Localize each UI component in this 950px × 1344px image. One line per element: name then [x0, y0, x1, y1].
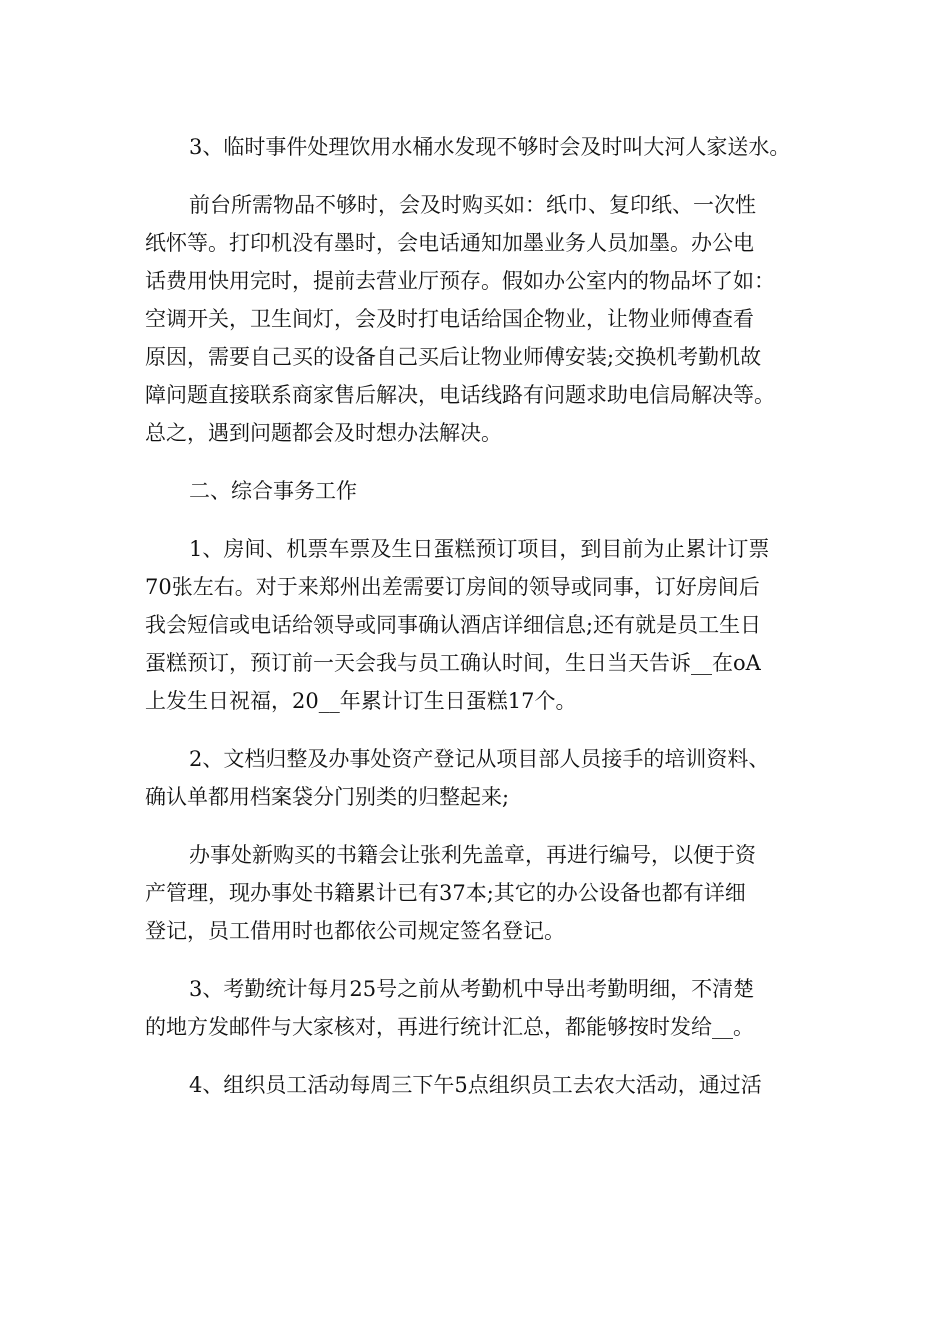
paragraph-line: 3、临时事件处理饮用水桶水发现不够时会及时叫大河人家送水。	[189, 135, 791, 159]
paragraph-line: 蛋糕预订，预订前一天会我与员工确认时间，生日当天告诉__在oA	[145, 651, 761, 675]
document-body	[145, 128, 835, 1104]
paragraph-line: 登记，员工借用时也都依公司规定签名登记。	[145, 919, 565, 943]
paragraph-line: 总之，遇到问题都会及时想办法解决。	[145, 421, 502, 445]
paragraph-line: 3、考勤统计每月25号之前从考勤机中导出考勤明细，不清楚	[189, 977, 755, 1001]
paragraph-line: 前台所需物品不够时，会及时购买如：纸巾、复印纸、一次性	[189, 193, 756, 217]
paragraph-line: 障问题直接联系商家售后解决，电话线路有问题求助电信局解决等。	[145, 383, 775, 407]
paragraph-line: 2、文档归整及办事处资产登记从项目部人员接手的培训资料、	[189, 747, 770, 771]
paragraph-line: 1、房间、机票车票及生日蛋糕预订项目，到目前为止累计订票	[189, 537, 770, 561]
paragraph-line: 空调开关，卫生间灯，会及时打电话给国企物业，让物业师傅查看	[145, 307, 754, 331]
paragraph-line: 上发生日祝福，20__年累计订生日蛋糕17个。	[145, 689, 577, 713]
section-heading: 二、综合事务工作	[189, 479, 357, 503]
paragraph-line: 话费用快用完时，提前去营业厅预存。假如办公室内的物品坏了如：	[145, 269, 775, 293]
paragraph-line: 我会短信或电话给领导或同事确认酒店详细信息;还有就是员工生日	[145, 613, 762, 637]
paragraph-line: 4、组织员工活动每周三下午5点组织员工去农大活动，通过活	[189, 1073, 762, 1097]
paragraph-line: 产管理，现办事处书籍累计已有37本;其它的办公设备也都有详细	[145, 881, 746, 905]
paragraph-line: 纸怀等。打印机没有墨时，会电话通知加墨业务人员加墨。办公电	[145, 231, 754, 255]
paragraph-line: 的地方发邮件与大家核对，再进行统计汇总，都能够按时发给__。	[145, 1015, 754, 1039]
paragraph-line: 办事处新购买的书籍会让张利先盖章，再进行编号，以便于资	[189, 843, 756, 867]
paragraph-line: 原因，需要自己买的设备自己买后让物业师傅安装;交换机考勤机故	[145, 345, 762, 369]
paragraph-line: 确认单都用档案袋分门别类的归整起来;	[145, 785, 510, 809]
paragraph-line: 70张左右。对于来郑州出差需要订房间的领导或同事，订好房间后	[145, 575, 760, 599]
